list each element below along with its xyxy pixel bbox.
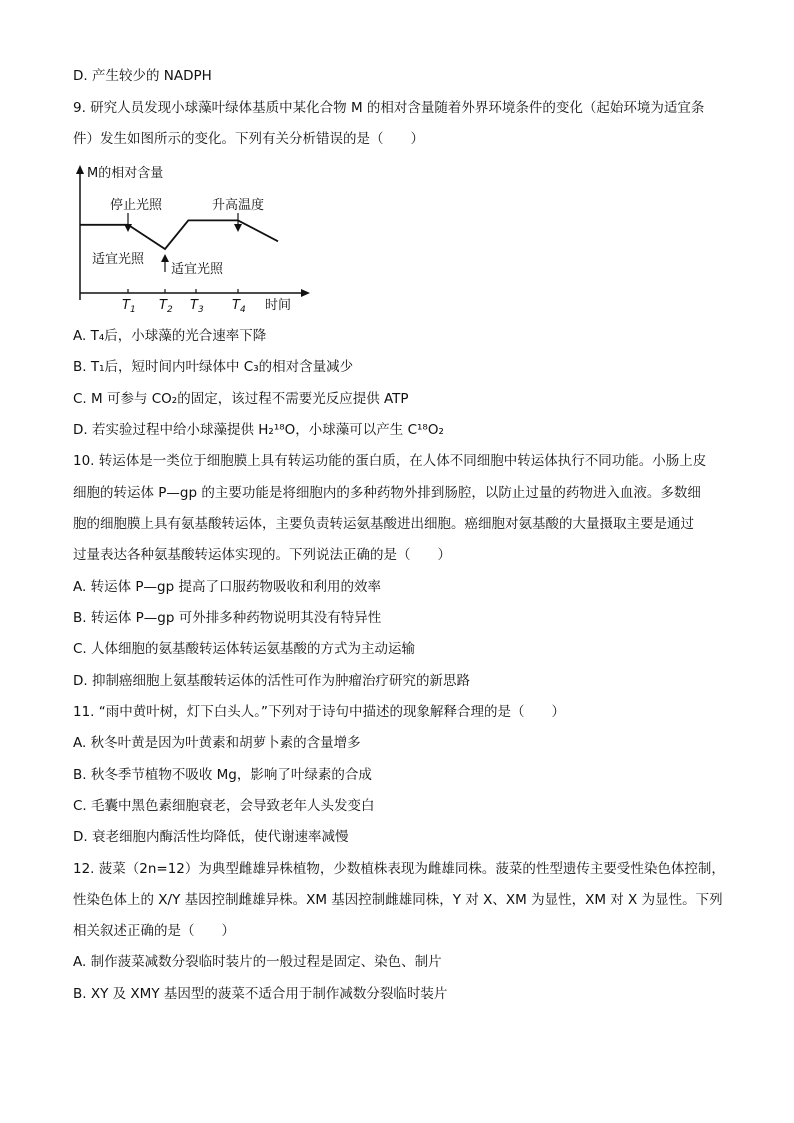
text-line-q12b: 性染色体上的 X/Y 基因控制雌雄异株。XM 基因控制雌雄同株，Y 对 X、XM 为显性，XM 对 X 为显性。下列: [73, 892, 723, 908]
text-line-q9b: 件）发生如图所示的变化。下列有关分析错误的是（ ）: [73, 131, 424, 147]
text-line-a11: A. 秋冬叶黄是因为叶黄素和胡萝卜素的含量增多: [73, 735, 361, 751]
m-content-curve: [80, 220, 278, 249]
text-line-q9a: 9. 研究人员发现小球藻叶绿体基质中某化合物 M 的相对含量随着外界环境条件的变化（起始环境为适宜条: [73, 100, 705, 116]
text-line-d11: D. 衰老细胞内酶活性均降低，使代谢速率减慢: [73, 829, 349, 845]
text-line-q10d: 过量表达各种氨基酸转运体实现的。下列说法正确的是（ ）: [73, 547, 451, 563]
text-line-d8: D. 产生较少的 NADPH: [73, 68, 212, 84]
arrow-raise-temp-head: [234, 224, 242, 232]
tick-label-4: $T_4$: [232, 298, 246, 315]
annotation-raise-temp: 升高温度: [212, 198, 265, 213]
text-line-q10c: 胞的细胞膜上具有氨基酸转运体，主要负责转运氨基酸进出细胞。癌细胞对氨基酸的大量摄取主要是通过: [73, 516, 694, 532]
text-line-b10: B. 转运体 P—gp 可外排多种药物说明其没有特异性: [73, 610, 382, 626]
m-content-chart: [62, 162, 322, 317]
text-line-b9: B. T₁后，短时间内叶绿体中 C₃的相对含量减少: [73, 359, 354, 375]
text-line-b12: B. XY 及 XMY 基因型的菠菜不适合用于制作减数分裂临时装片: [73, 986, 448, 1002]
tick-label-1: $T_1$: [122, 298, 136, 315]
y-axis-arrow: [76, 165, 84, 174]
text-line-d9: D. 若实验过程中给小球藻提供 H₂¹⁸O，小球藻可以产生 C¹⁸O₂: [73, 422, 444, 438]
text-line-d10: D. 抑制癌细胞上氨基酸转运体的活性可作为肿瘤治疗研究的新思路: [73, 673, 470, 689]
x-axis-arrow: [301, 289, 310, 297]
tick-label-3: $T_3$: [190, 298, 204, 315]
text-line-c10: C. 人体细胞的氨基酸转运体转运氨基酸的方式为主动运输: [73, 641, 416, 657]
text-line-q10b: 细胞的转运体 P—gp 的主要功能是将细胞内的多种药物外排到肠腔，以防止过量的药物进入血液。多数细: [73, 485, 701, 501]
annotation-stop-light: 停止光照: [110, 198, 163, 213]
text-line-b11: B. 秋冬季节植物不吸收 Mg，影响了叶绿素的合成: [73, 767, 372, 783]
text-line-a12: A. 制作菠菜减数分裂临时装片的一般过程是固定、染色、制片: [73, 954, 442, 970]
text-line-q12a: 12. 菠菜（2n=12）为典型雌雄异株植物，少数植株表现为雌雄同株。菠菜的性型遗传主要受性染色体控制，: [73, 861, 725, 877]
text-line-q10a: 10. 转运体是一类位于细胞膜上具有转运功能的蛋白质，在人体不同细胞中转运体执行不同功能。小肠上皮: [73, 453, 707, 469]
text-line-a9: A. T₄后，小球藻的光合速率下降: [73, 328, 267, 344]
text-line-q12c: 相关叙述正确的是（ ）: [73, 923, 235, 939]
tick-label-2: $T_2$: [159, 298, 173, 315]
text-line-q11: 11. “雨中黄叶树，灯下白头人。”下列对于诗句中描述的现象解释合理的是（ ）: [73, 704, 565, 720]
annotation-suitable-light-mid: 适宜光照: [171, 262, 224, 277]
text-line-a10: A. 转运体 P—gp 提高了口服药物吸收和利用的效率: [73, 579, 381, 595]
arrow-suitable-light-head: [161, 254, 169, 262]
annotation-suitable-light-left: 适宜光照: [92, 252, 145, 267]
text-line-c11: C. 毛囊中黑色素细胞衰老，会导致老年人头发变白: [73, 798, 375, 814]
y-axis-label: M的相对含量: [87, 166, 164, 181]
arrow-stop-light-head: [124, 224, 132, 232]
x-axis-label: 时间: [265, 298, 292, 313]
text-line-c9: C. M 可参与 CO₂的固定，该过程不需要光反应提供 ATP: [73, 391, 409, 407]
